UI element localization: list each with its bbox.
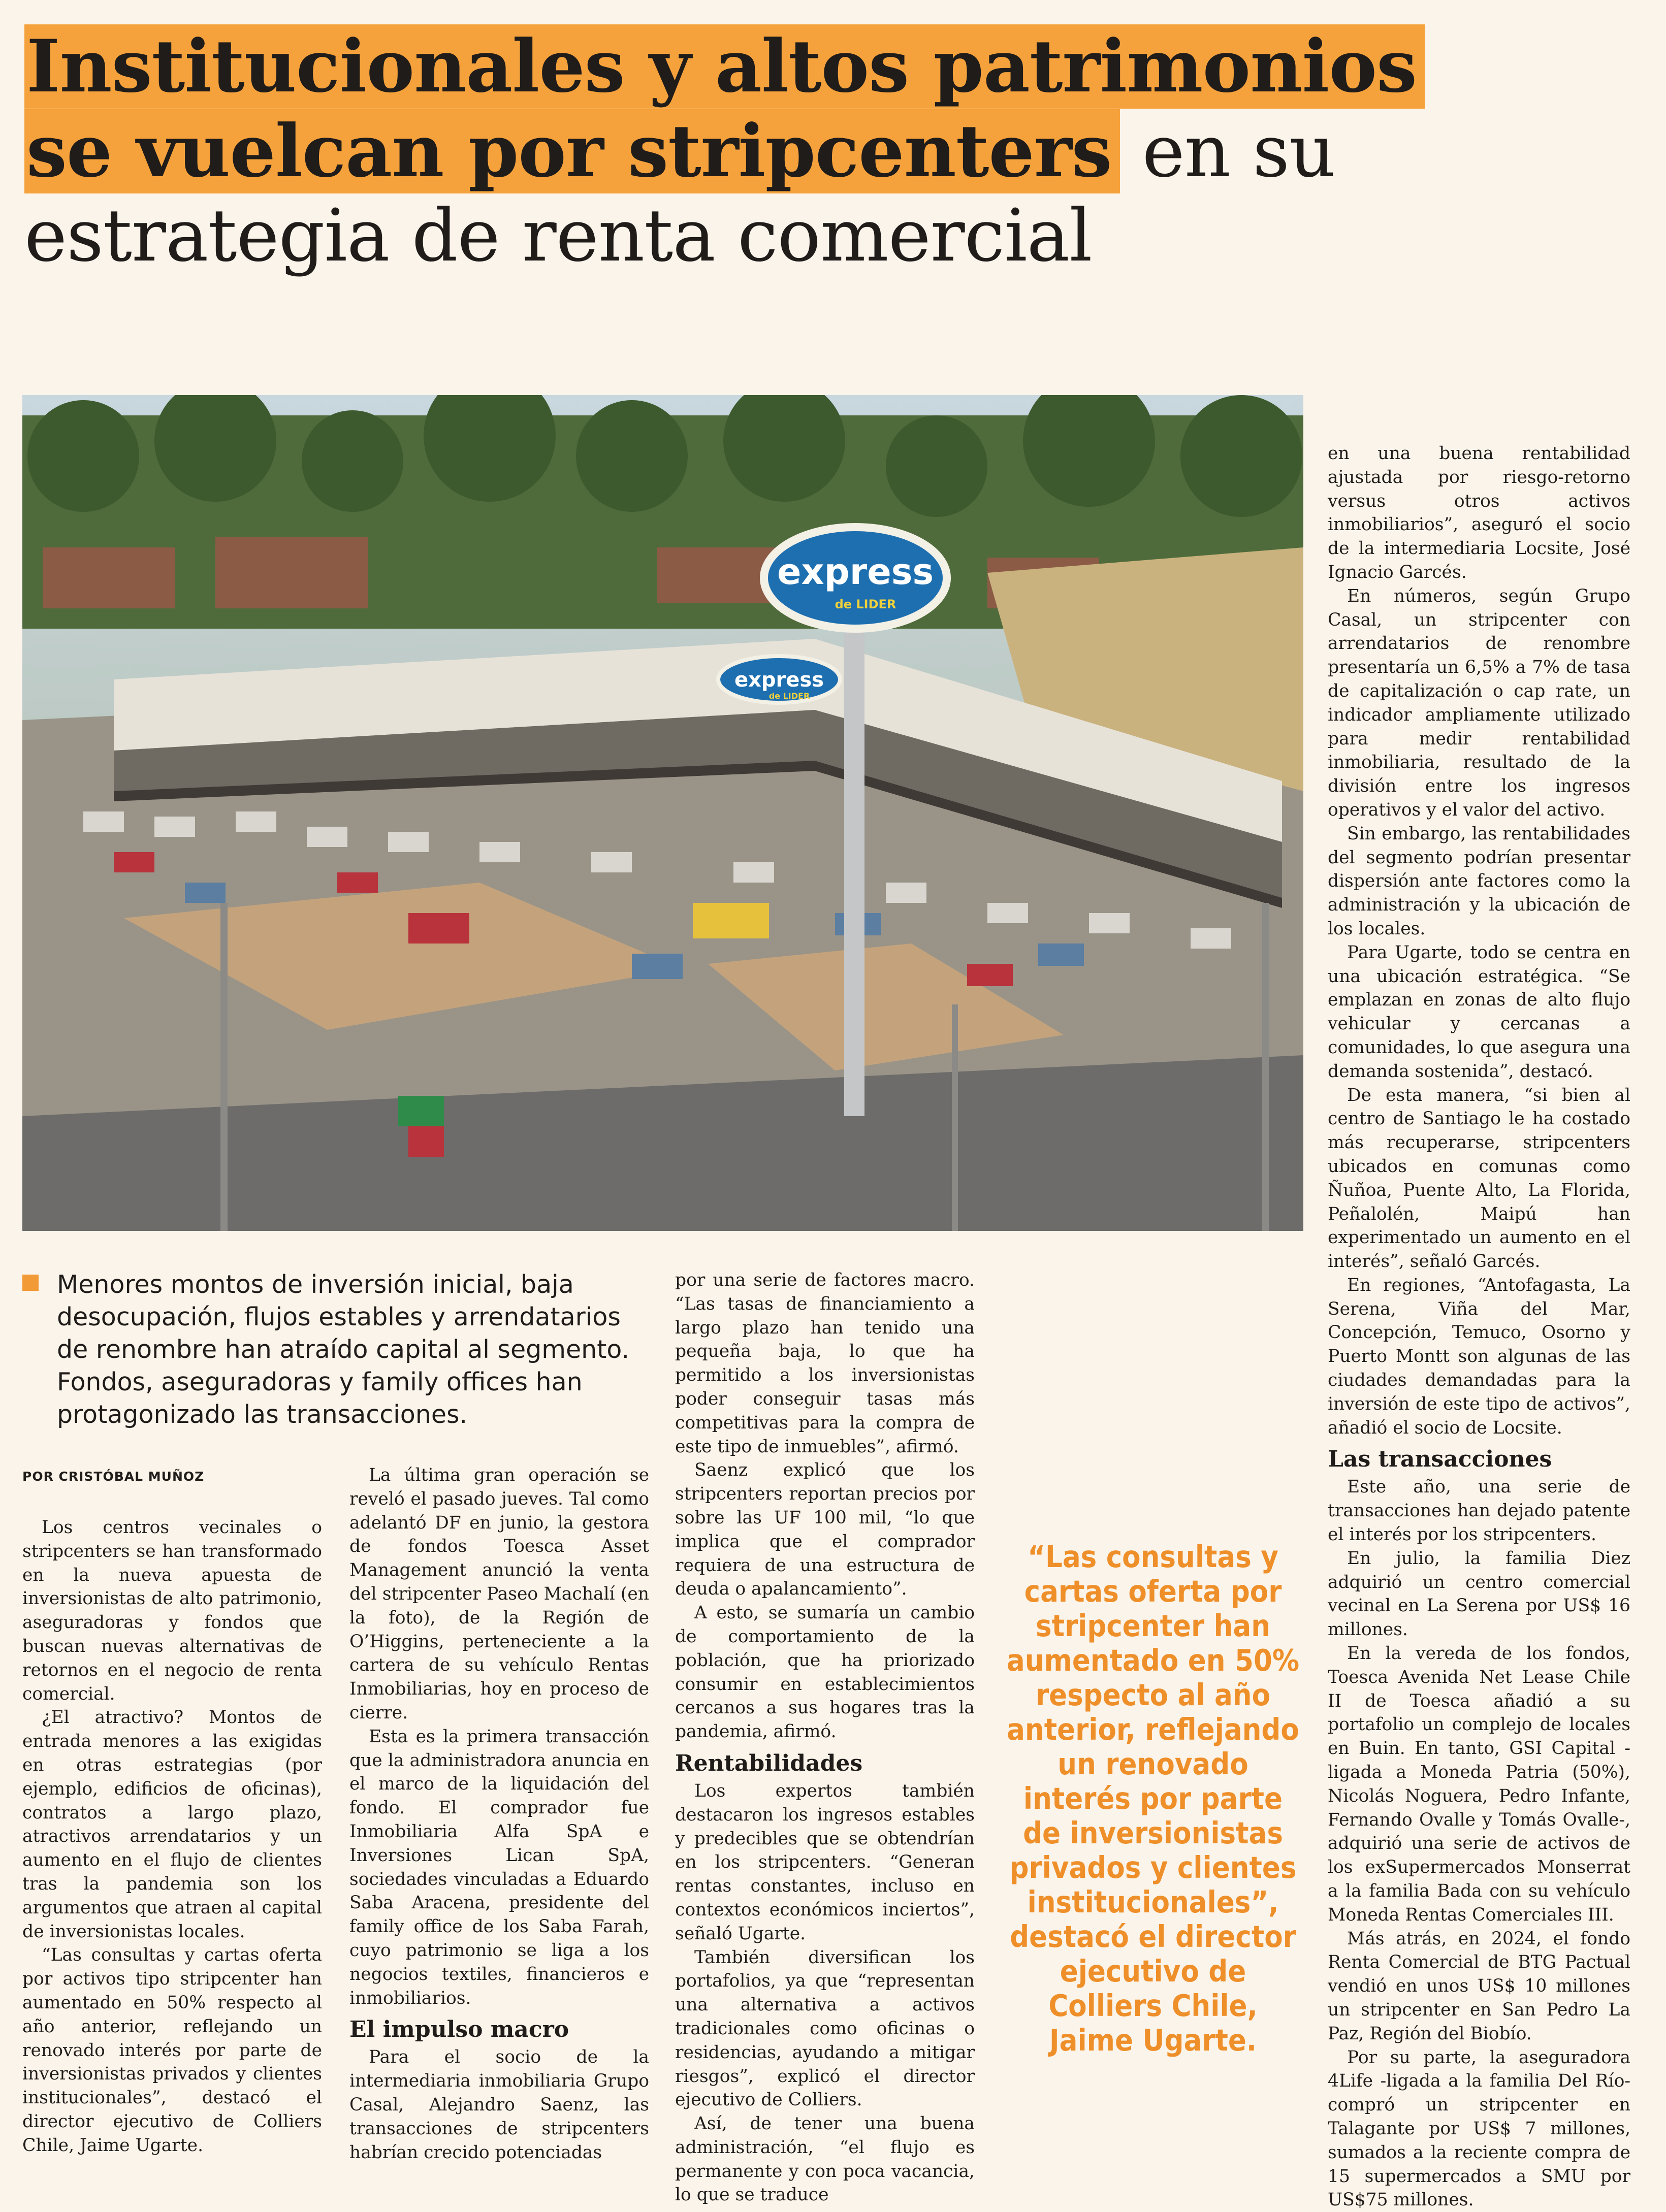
sign-big-subtext: de LIDER: [835, 597, 896, 611]
col5-paragraph-8: En julio, la familia Diez adquirió un centro comercial vecinal en La Serena por US$ 16 millones.: [1328, 1548, 1630, 1640]
pull-quote-text: “Las consultas y cartas oferta por stripcenter han aumentado en 50% respecto al año anterior, reflejando un renovado interés por parte de inversionistas privados y clientes institucionales”,: [1006, 1539, 1300, 1920]
col3-paragraph-6: Así, de tener una buena administración, “el flujo es permanente y con poca vacancia, lo que se traduce: [675, 2113, 975, 2205]
col3-paragraph-4: Los expertos también destacaron los ingresos estables y predecibles que se obtendrían en los stripcenters. “Generan rentas constantes, incluso en contextos económicos inciertos”, señaló Ugarte.: [675, 1780, 975, 1944]
headline-highlight-1: Institucionales y altos patrimonios: [24, 24, 1425, 109]
sign-big-text: express: [777, 551, 934, 593]
lead-text: Menores montos de inversión inicial, baja desocupación, flujos estables y arrendatarios de renombre han atraído capital al segmento. Fondos, aseguradoras y family offices han protagonizado las transacciones.: [57, 1270, 630, 1429]
col3-paragraph-1: por una serie de factores macro. “Las tasas de financiamiento a largo plazo han tenido una pequeña baja, lo que ha permitido a los inversionistas poder conseguir tasas más competitivas para la compra de este tipo de inmuebles”, afirmó.: [675, 1270, 975, 1457]
column-3: [675, 1268, 975, 2207]
subheading-rentabilidades: Rentabilidades: [675, 1750, 863, 1776]
column-1: [22, 1516, 322, 2158]
col1-paragraph-3: “Las consultas y cartas oferta por activos tipo stripcenter han aumentado en 50% respecto al año anterior, reflejando un renovado interés por parte de inversionistas privados y clientes institucionales”, destacó el director ejecutivo de Colliers Chile, Jaime Ugarte.: [22, 1945, 322, 2156]
col5-paragraph-3: Sin embargo, las rentabilidades del segmento podrían presentar dispersión ante factores como la administración y la ubicación de los locales.: [1328, 823, 1630, 939]
col1-paragraph-1: Los centros vecinales o stripcenters se han transformado en la nueva apuesta de inversionistas de alto patrimonio, aseguradoras y fondos que buscan nuevas alternativas de retornos en el negocio de renta comercial.: [22, 1517, 322, 1704]
sign-small-text: express: [734, 668, 824, 692]
aerial-stripcenter-illustration: [22, 395, 1303, 1231]
subheading-transacciones: Las transacciones: [1328, 1446, 1552, 1473]
headline-rest: en su estrategia de renta comercial: [24, 110, 1335, 278]
col1-paragraph-2: ¿El atractivo? Montos de entrada menores a las exigidas en otras estrategias (por ejemplo, edificios de oficinas), contratos a largo plazo, atractivos arrendatarios y un aumento en el flujo de clientes tras la pandemia son los argumentos que atraen al capital de inversionistas locales.: [22, 1707, 322, 1942]
col5-paragraph-4: Para Ugarte, todo se centra en una ubicación estratégica. “Se emplazan en zonas de alto flujo vehicular y cercanas a comunidades, lo que asegura una demanda sostenida”, destacó.: [1328, 942, 1630, 1082]
col5-paragraph-1: en una buena rentabilidad ajustada por riesgo-retorno versus otros activos inmobiliarios”, aseguró el socio de la intermediaria Locsite, José Ignacio Garcés.: [1328, 443, 1630, 582]
col5-paragraph-6: En regiones, “Antofagasta, La Serena, Viña del Mar, Concepción, Temuco, Osorno y Puerto Montt son algunas de las ciudades demandadas para la inversión de este tipo de activos”, añadió el socio de Locsite.: [1328, 1275, 1630, 1438]
lead-summary: [22, 1268, 642, 1431]
stripcenter-photo: [22, 395, 1303, 1231]
headline-highlight-2: se vuelcan por stripcenters: [24, 109, 1120, 193]
headline: [24, 24, 1640, 278]
col2-paragraph-3: Para el socio de la intermediaria inmobiliaria Grupo Casal, Alejandro Saenz, las transacciones de stripcenters habrían crecido potenciadas: [349, 2047, 649, 2163]
col3-paragraph-2: Saenz explicó que los stripcenters reportan precios por sobre las UF 100 mil, “lo que implica que el comprador requiera de una estructura de deuda o apalancamiento”.: [675, 1460, 975, 1600]
sign-small-subtext: de LIDER: [768, 691, 810, 701]
bullet-square-icon: [22, 1275, 39, 1291]
column-2: [349, 1463, 649, 2164]
byline: POR CRISTÓBAL MUÑOZ: [22, 1469, 205, 1484]
col2-paragraph-1: La última gran operación se reveló el pasado jueves. Tal como adelantó DF en junio, la gestora de fondos Toesca Asset Management anunció la venta del stripcenter Paseo Machalí (en la foto), de la Región de O’Higgins, perteneciente a la cartera de su vehículo Rentas Inmobiliarias, hoy en proceso de cierre.: [349, 1465, 649, 1723]
col2-paragraph-2: Esta es la primera transacción que la administradora anuncia en el marco de la liquidación del fondo. El comprador fue Inmobiliaria Alfa SpA e Inversiones Lican SpA, sociedades vinculadas a Eduardo Saba Aracena, presidente del family office de los Saba Farah, cuyo patrimonio se liga a los negocios textiles, financieros e inmobiliarios.: [349, 1726, 649, 2008]
col3-paragraph-5: También diversifican los portafolios, ya que “representan una alternativa a activos tradicionales como oficinas o residencias, ayudando a mitigar riesgos”, explicó el director ejecutivo de Colliers.: [675, 1947, 975, 2110]
col5-paragraph-11: Por su parte, la aseguradora 4Life -ligada a la familia Del Río- compró un stripcenter en Talagante por US$ 7 millones, sumados a la reciente compra de 15 supermercados a SMU por US$75 millones.: [1328, 2047, 1630, 2210]
subheading-impulso-macro: El impulso macro: [349, 2016, 569, 2043]
col5-paragraph-5: De esta manera, “si bien al centro de Santiago le ha costado más recuperarse, stripcenters ubicados en comunas como Ñuñoa, Puente Alto, La Florida, Peñalolén, Maipú han experimentado un aumento en el interés”, señaló Garcés.: [1328, 1085, 1630, 1272]
col3-paragraph-3: A esto, se sumaría un cambio de comportamiento de la población, que ha priorizado consumir en establecimientos cercanos a sus hogares tras la pandemia, afirmó.: [675, 1603, 975, 1742]
pull-quote-attribution: destacó el director ejecutivo de Colliers Chile, Jaime Ugarte.: [1010, 1919, 1296, 2058]
pull-quote: [1006, 1540, 1300, 2058]
col5-paragraph-2: En números, según Grupo Casal, un stripcenter con arrendatarios de renombre presentaría un 6,5% a 7% de tasa de capitalización o cap rate, un indicador ampliamente utilizado para medir rentabilidad inmobiliaria, resultado de la división entre los ingresos operativos y el valor del activo.: [1328, 585, 1630, 820]
col5-paragraph-7: Este año, una serie de transacciones han dejado patente el interés por los stripcenters.: [1328, 1477, 1630, 1545]
column-5: [1328, 442, 1630, 2212]
col5-paragraph-10: Más atrás, en 2024, el fondo Renta Comercial de BTG Pactual vendió en unos US$ 10 millones un stripcenter en San Pedro La Paz, Región del Biobío.: [1328, 1928, 1630, 2044]
col5-paragraph-9: En la vereda de los fondos, Toesca Avenida Net Lease Chile II de Toesca añadió a su portafolio un complejo de locales en Buin. En tanto, GSI Capital -ligada a Moneda Patria (50%), Nicolás Noguera, Pedro Infante, Fernando Ovalle y Tomás Ovalle-, adquirió una serie de activos de los exSupermercados Monserrat a la familia Bada con su vehículo Moneda Rentas Comerciales III.: [1328, 1643, 1630, 1925]
